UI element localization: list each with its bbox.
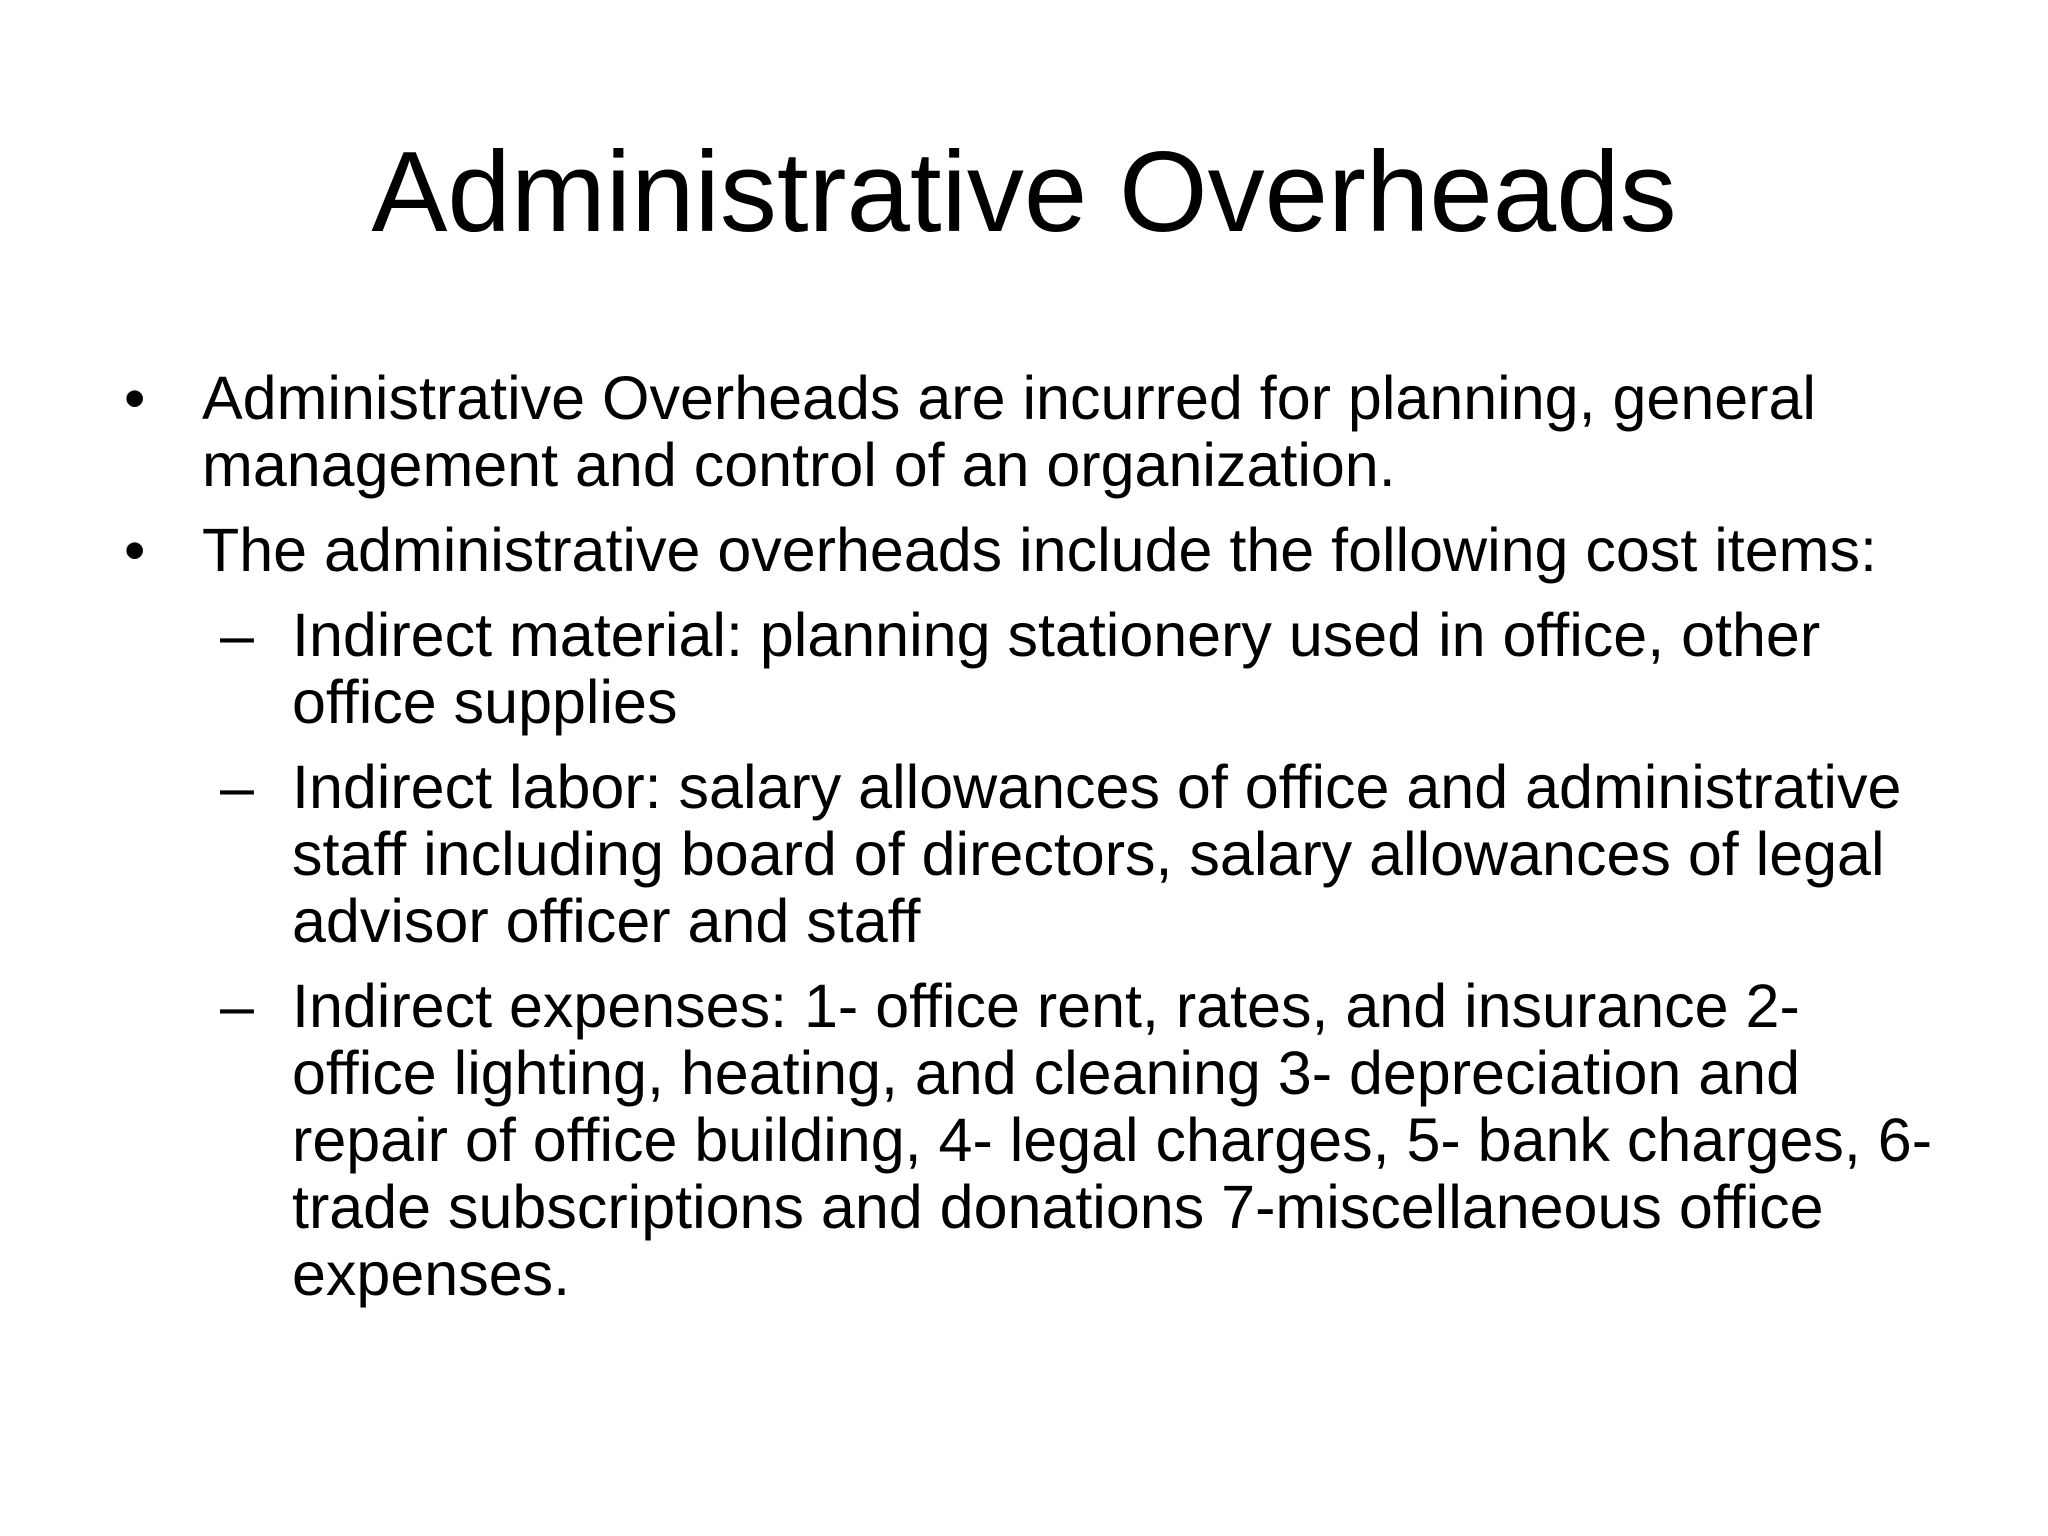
subbullet-item xyxy=(120,602,1940,736)
slide-body xyxy=(120,365,1940,1326)
bullet-item xyxy=(120,517,1940,584)
dash-marker: – xyxy=(220,972,254,1040)
bullet-text: The administrative overheads include the following cost items: xyxy=(202,516,1877,584)
bullet-marker: • xyxy=(124,364,146,432)
subbullet-text: Indirect labor: salary allowances of office and administrative staff including board of directors, salary allowances of legal advisor officer and staff xyxy=(292,753,1902,955)
subbullet-text: Indirect expenses: 1- office rent, rates, and insurance 2-office lighting, heating, and cleaning 3- depreciation and repair of office building, 4- legal charges, 5- bank charges, 6- trade subscriptions and donations 7-miscellaneous office expenses. xyxy=(292,972,1933,1308)
bullet-marker: • xyxy=(124,516,146,584)
slide-title: Administrative Overheads xyxy=(371,129,1677,256)
bullet-item xyxy=(120,365,1940,499)
subbullet-text: Indirect material: planning stationery used in office, other office supplies xyxy=(292,601,1821,736)
subbullet-item xyxy=(120,973,1940,1308)
dash-marker: – xyxy=(220,753,254,821)
subbullet-item xyxy=(120,754,1940,955)
dash-marker: – xyxy=(220,601,254,669)
bullet-text: Administrative Overheads are incurred for planning, general management and control of an organization. xyxy=(202,364,1816,499)
